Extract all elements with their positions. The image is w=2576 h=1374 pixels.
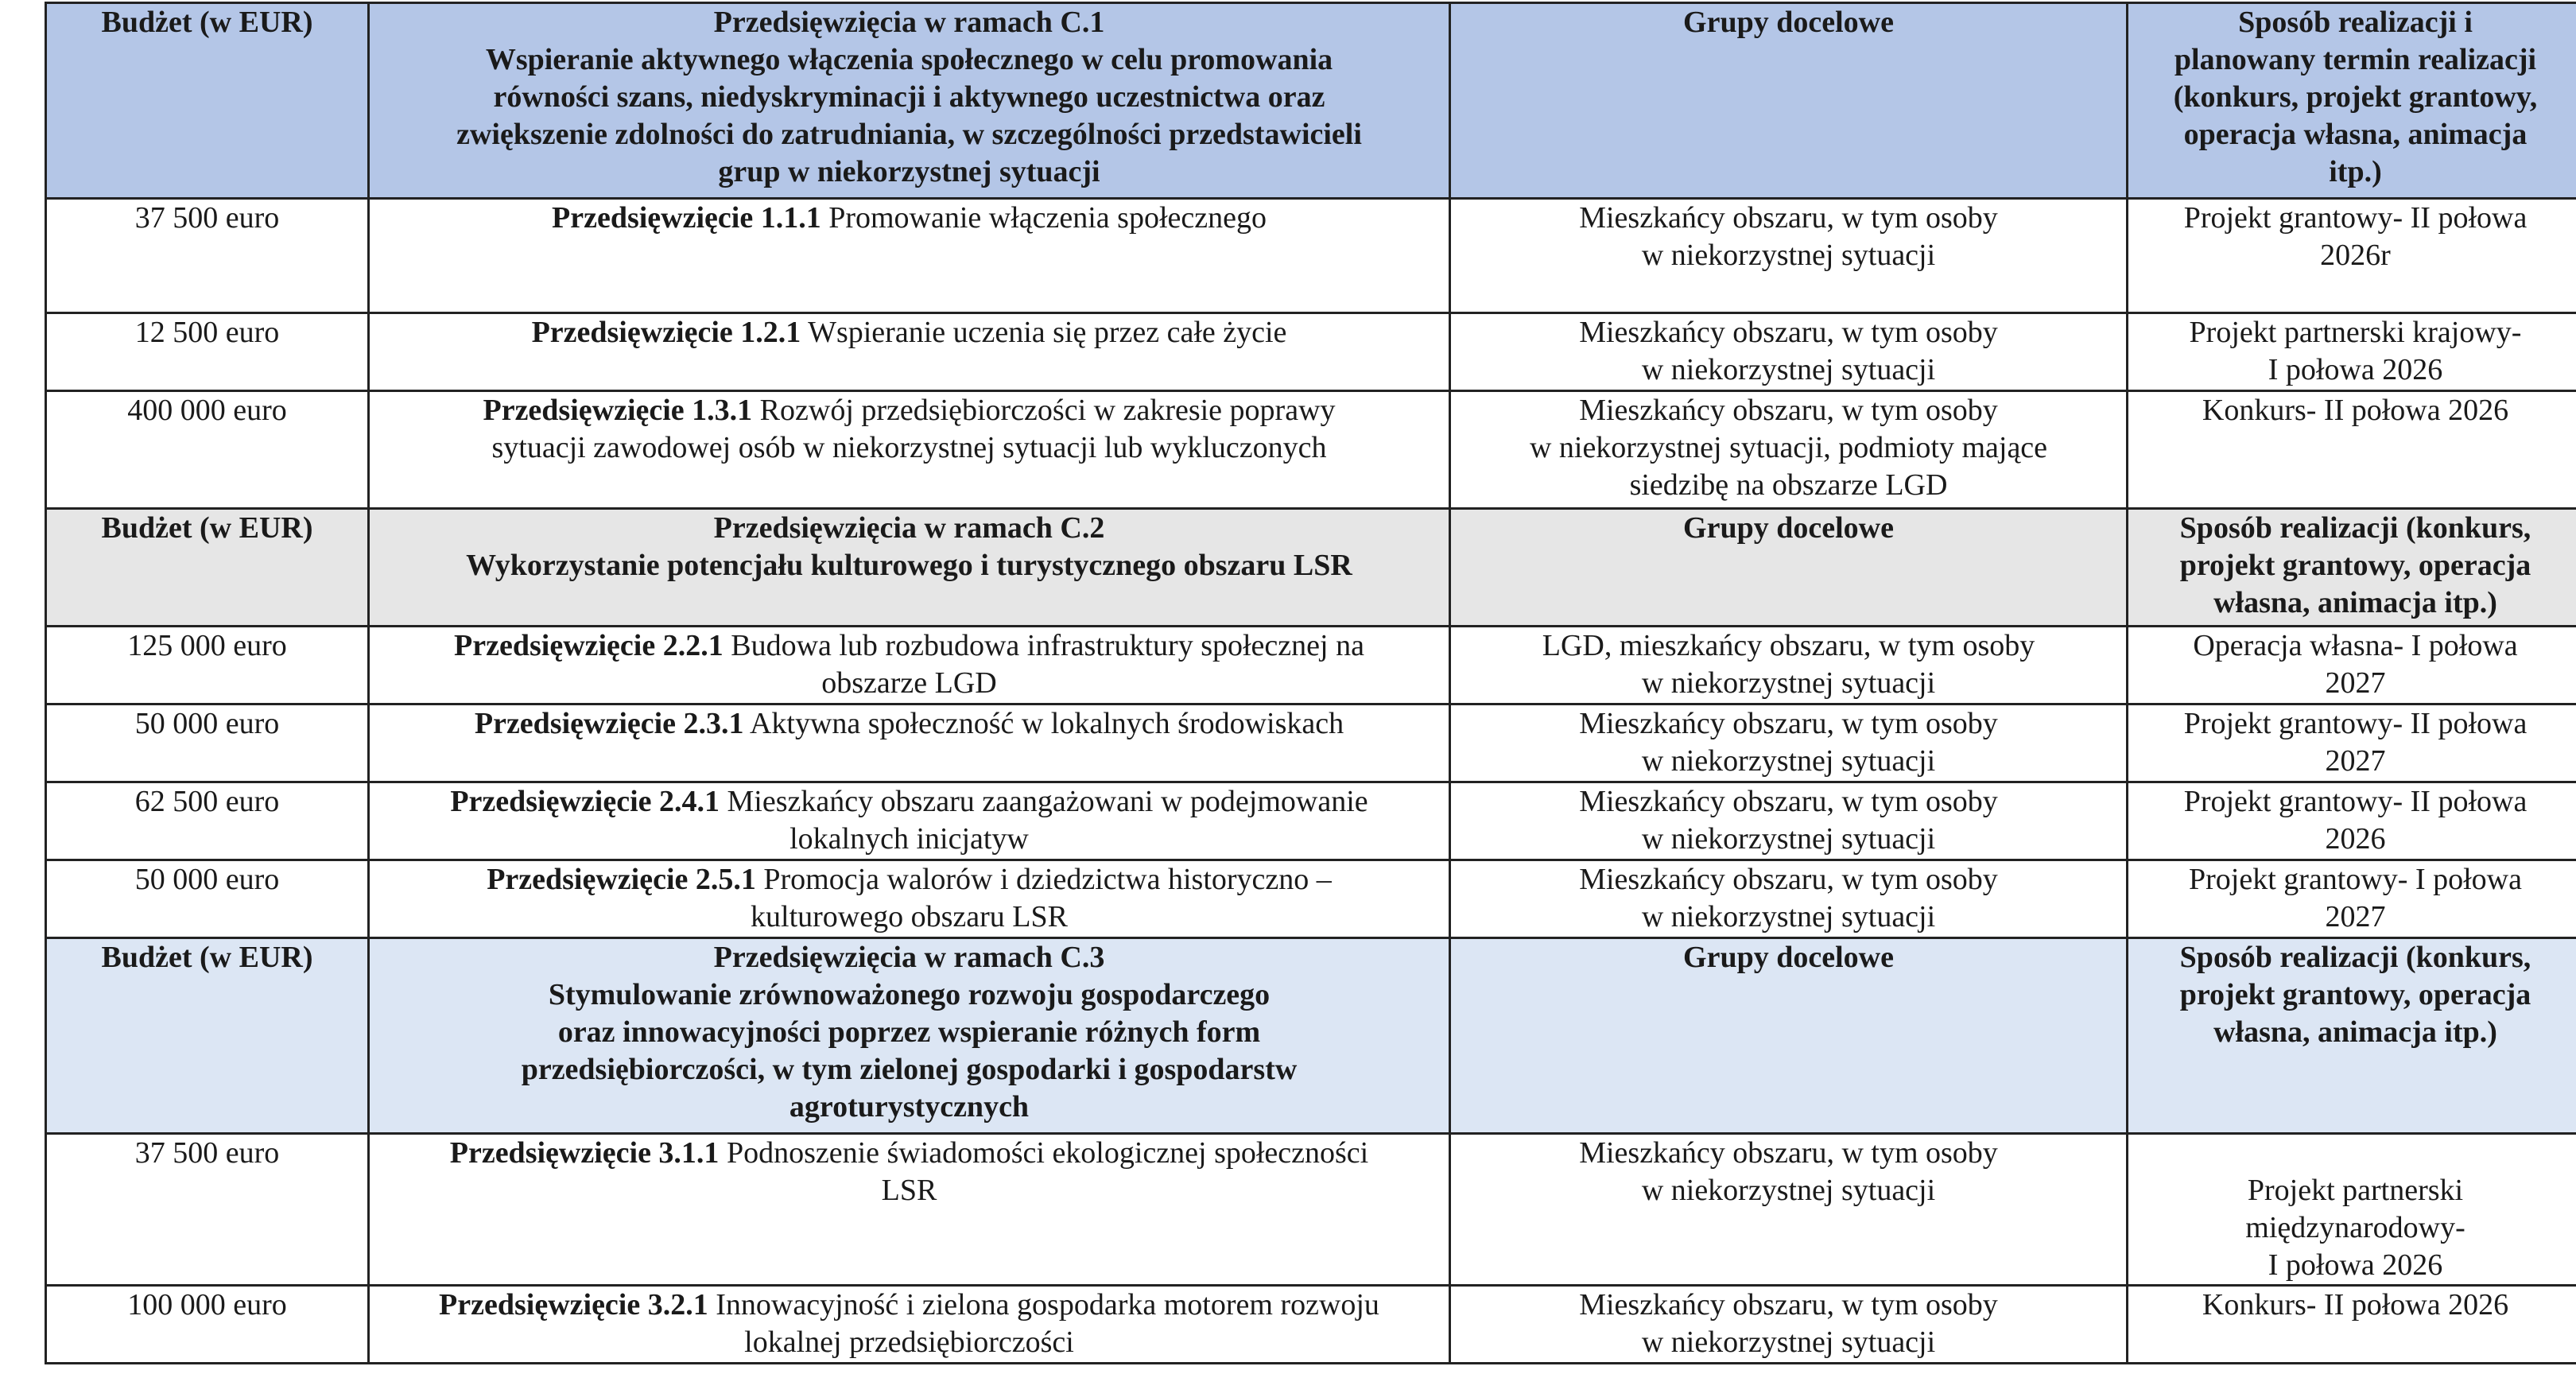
header-title-line: Wykorzystanie potencjału kulturowego i turystycznego obszaru LSR [466, 549, 1352, 582]
header-method-line: własna, animacja itp.) [2213, 1015, 2497, 1049]
initiative-line [378, 665, 1441, 702]
target-groups-line: w niekorzystnej sytuacji [1641, 1174, 1936, 1207]
initiative-name: Mieszkańcy obszaru zaangażowani w podejmowanie [727, 785, 1368, 818]
target-groups-line: w niekorzystnej sytuacji [1641, 822, 1936, 856]
target-groups-cell [1450, 860, 2128, 938]
budget-cell: 100 000 euro [46, 1286, 369, 1364]
header-title-line: oraz innowacyjności poprzez wspieranie różnych form [557, 1015, 1261, 1049]
table-row [46, 199, 2576, 313]
initiative-name: obszarze LGD [821, 666, 997, 700]
initiative-name: sytuacji zawodowej osób w niekorzystnej sytuacji lub wykluczonych [491, 431, 1327, 464]
initiative-name: LSR [881, 1174, 937, 1207]
target-groups-line: w niekorzystnej sytuacji, podmioty mające [1529, 431, 2048, 464]
method-line: 2026r [2320, 239, 2391, 272]
initiative-name: Promocja walorów i dziedzictwa historyczno – [763, 863, 1332, 896]
target-groups-line: Mieszkańcy obszaru, w tym osoby [1579, 201, 1998, 235]
initiative-cell [369, 199, 1450, 313]
header-budget: Budżet (w EUR) [46, 3, 369, 199]
initiative-cell [369, 1286, 1450, 1364]
header-method-line: Sposób realizacji i [2238, 6, 2473, 39]
initiative-code: Przedsięwzięcie 3.2.1 [439, 1288, 708, 1322]
method-line: I połowa 2026 [2268, 353, 2443, 386]
initiative-name: Wspieranie uczenia się przez całe życie [808, 316, 1287, 349]
header-title-line: Przedsięwzięcia w ramach C.2 [713, 511, 1105, 545]
header-method-line: Sposób realizacji (konkurs, [2179, 941, 2531, 974]
section-header-row [46, 509, 2576, 627]
method-line: 2026 [2325, 822, 2386, 856]
initiative-cell [369, 391, 1450, 509]
header-method-line: projekt grantowy, operacja [2179, 549, 2531, 582]
header-target-groups: Grupy docelowe [1450, 938, 2128, 1134]
header-title-line: Stymulowanie zrównoważonego rozwoju gospodarczego [548, 978, 1271, 1011]
header-implementation-method [2128, 3, 2576, 199]
initiative-cell [369, 704, 1450, 782]
target-groups-line: w niekorzystnej sytuacji [1641, 666, 1936, 700]
header-implementation-method [2128, 938, 2576, 1134]
initiative-name: lokalnej przedsiębiorczości [744, 1325, 1074, 1359]
header-method-line: własna, animacja itp.) [2213, 586, 2497, 619]
method-cell [2128, 1134, 2576, 1286]
target-groups-line: w niekorzystnej sytuacji [1641, 900, 1936, 933]
method-line: 2027 [2325, 666, 2386, 700]
target-groups-cell [1450, 199, 2128, 313]
initiative-code: Przedsięwzięcie 1.3.1 [483, 394, 753, 427]
target-groups-line: Mieszkańcy obszaru, w tym osoby [1579, 863, 1998, 896]
header-budget: Budżet (w EUR) [46, 938, 369, 1134]
table-row [46, 627, 2576, 704]
target-groups-line: w niekorzystnej sytuacji [1641, 744, 1936, 778]
budget-cell: 50 000 euro [46, 704, 369, 782]
header-initiatives [369, 3, 1450, 199]
table-row [46, 860, 2576, 938]
method-cell [2128, 860, 2576, 938]
table-row [46, 1134, 2576, 1286]
header-target-groups: Grupy docelowe [1450, 3, 2128, 199]
initiative-code: Przedsięwzięcie 2.3.1 [474, 707, 744, 740]
initiative-code: Przedsięwzięcie 2.5.1 [487, 863, 756, 896]
method-line: I połowa 2026 [2268, 1248, 2443, 1282]
table-row [46, 704, 2576, 782]
header-target-groups: Grupy docelowe [1450, 509, 2128, 627]
initiative-cell [369, 313, 1450, 391]
method-line: Projekt grantowy- II połowa [2183, 707, 2528, 740]
initiative-code: Przedsięwzięcie 3.1.1 [449, 1136, 720, 1170]
target-groups-line: Mieszkańcy obszaru, w tym osoby [1579, 316, 1998, 349]
initiative-cell [369, 1134, 1450, 1286]
method-cell [2128, 313, 2576, 391]
header-method-line: (konkurs, projekt grantowy, [2173, 80, 2538, 114]
target-groups-line: Mieszkańcy obszaru, w tym osoby [1579, 707, 1998, 740]
initiative-name: Podnoszenie świadomości ekologicznej społeczności [726, 1136, 1369, 1170]
method-line: Operacja własna- I połowa [2193, 629, 2518, 662]
method-line: Projekt grantowy- II połowa [2183, 785, 2528, 818]
header-implementation-method [2128, 509, 2576, 627]
initiative-line [378, 200, 1441, 237]
target-groups-line: LGD, mieszkańcy obszaru, w tym osoby [1542, 629, 2035, 662]
method-cell [2128, 704, 2576, 782]
initiative-line [378, 1287, 1441, 1324]
header-title-line: przedsiębiorczości, w tym zielonej gospodarki i gospodarstw [521, 1053, 1298, 1086]
initiative-line [378, 899, 1441, 936]
initiative-cell [369, 782, 1450, 860]
target-groups-cell [1450, 704, 2128, 782]
method-line: Projekt grantowy- I połowa [2189, 863, 2522, 896]
budget-cell: 62 500 euro [46, 782, 369, 860]
header-method-line: projekt grantowy, operacja [2179, 978, 2531, 1011]
initiative-line [378, 783, 1441, 821]
header-method-line: planowany termin realizacji [2174, 43, 2537, 76]
target-groups-line: w niekorzystnej sytuacji [1641, 1325, 1936, 1359]
budget-table-body [46, 3, 2576, 1364]
target-groups-line: siedzibę na obszarze LGD [1629, 468, 1948, 502]
initiative-line [378, 705, 1441, 743]
method-line: Konkurs- II połowa 2026 [2202, 1288, 2509, 1322]
target-groups-line: Mieszkańcy obszaru, w tym osoby [1579, 394, 1998, 427]
header-title-line: Wspieranie aktywnego włączenia społecznego w celu promowania [485, 43, 1333, 76]
initiative-name: Innowacyjność i zielona gospodarka motorem rozwoju [716, 1288, 1379, 1322]
header-title-line: Przedsięwzięcia w ramach C.3 [713, 941, 1105, 974]
initiative-line [378, 1324, 1441, 1361]
initiative-line [378, 1172, 1441, 1209]
method-cell [2128, 391, 2576, 509]
initiative-line [378, 1135, 1441, 1172]
initiative-name: Rozwój przedsiębiorczości w zakresie poprawy [759, 394, 1336, 427]
header-initiatives [369, 938, 1450, 1134]
method-line: Projekt partnerski krajowy- [2189, 316, 2522, 349]
method-line: Projekt grantowy- II połowa [2183, 201, 2528, 235]
method-cell [2128, 199, 2576, 313]
budget-cell: 37 500 euro [46, 199, 369, 313]
budget-cell: 12 500 euro [46, 313, 369, 391]
initiative-name: Aktywna społeczność w lokalnych środowiskach [749, 707, 1344, 740]
initiative-line [378, 392, 1441, 429]
initiative-code: Przedsięwzięcie 2.2.1 [454, 629, 724, 662]
initiative-cell [369, 860, 1450, 938]
method-line: międzynarodowy- [2245, 1211, 2465, 1244]
budget-cell: 400 000 euro [46, 391, 369, 509]
initiative-name: Budowa lub rozbudowa infrastruktury społecznej na [731, 629, 1364, 662]
initiative-cell [369, 627, 1450, 704]
initiative-line [378, 314, 1441, 351]
table-row [46, 391, 2576, 509]
method-line [2136, 1135, 2574, 1172]
initiative-name: Promowanie włączenia społecznego [828, 201, 1267, 235]
method-cell [2128, 627, 2576, 704]
target-groups-line: w niekorzystnej sytuacji [1641, 239, 1936, 272]
method-cell [2128, 782, 2576, 860]
section-header-row [46, 938, 2576, 1134]
header-method-line: itp.) [2329, 155, 2382, 188]
method-line: Projekt partnerski [2247, 1174, 2464, 1207]
target-groups-cell [1450, 782, 2128, 860]
header-budget: Budżet (w EUR) [46, 509, 369, 627]
target-groups-line: Mieszkańcy obszaru, w tym osoby [1579, 1136, 1998, 1170]
header-title-line: grup w niekorzystnej sytuacji [718, 155, 1100, 188]
budget-cell: 50 000 euro [46, 860, 369, 938]
initiative-line [378, 861, 1441, 899]
target-groups-cell [1450, 627, 2128, 704]
method-line: Konkurs- II połowa 2026 [2202, 394, 2509, 427]
initiative-line [378, 429, 1441, 467]
header-title-line: Przedsięwzięcia w ramach C.1 [713, 6, 1105, 39]
budget-cell: 37 500 euro [46, 1134, 369, 1286]
target-groups-cell [1450, 391, 2128, 509]
initiative-line [378, 627, 1441, 665]
header-method-line: Sposób realizacji (konkurs, [2179, 511, 2531, 545]
target-groups-cell [1450, 1134, 2128, 1286]
budget-table [45, 2, 2576, 1364]
target-groups-cell [1450, 313, 2128, 391]
target-groups-line: Mieszkańcy obszaru, w tym osoby [1579, 785, 1998, 818]
target-groups-line: Mieszkańcy obszaru, w tym osoby [1579, 1288, 1998, 1322]
initiative-code: Przedsięwzięcie 1.2.1 [531, 316, 801, 349]
initiative-name: lokalnych inicjatyw [789, 822, 1029, 856]
initiative-code: Przedsięwzięcie 2.4.1 [450, 785, 720, 818]
header-initiatives [369, 509, 1450, 627]
method-line: 2027 [2325, 900, 2386, 933]
target-groups-line: w niekorzystnej sytuacji [1641, 353, 1936, 386]
header-method-line: operacja własna, animacja [2183, 118, 2528, 151]
table-row [46, 313, 2576, 391]
initiative-line [378, 821, 1441, 858]
target-groups-cell [1450, 1286, 2128, 1364]
section-header-row [46, 3, 2576, 199]
method-line: 2027 [2325, 744, 2386, 778]
initiative-code: Przedsięwzięcie 1.1.1 [552, 201, 821, 235]
table-row [46, 782, 2576, 860]
header-title-line: zwiększenie zdolności do zatrudniania, w szczególności przedstawicieli [456, 118, 1362, 151]
header-title-line: agroturystycznych [789, 1090, 1030, 1124]
header-title-line: równości szans, niedyskryminacji i aktywnego uczestnictwa oraz [493, 80, 1325, 114]
table-row [46, 1286, 2576, 1364]
initiative-name: kulturowego obszaru LSR [751, 900, 1068, 933]
method-cell [2128, 1286, 2576, 1364]
budget-cell: 125 000 euro [46, 627, 369, 704]
